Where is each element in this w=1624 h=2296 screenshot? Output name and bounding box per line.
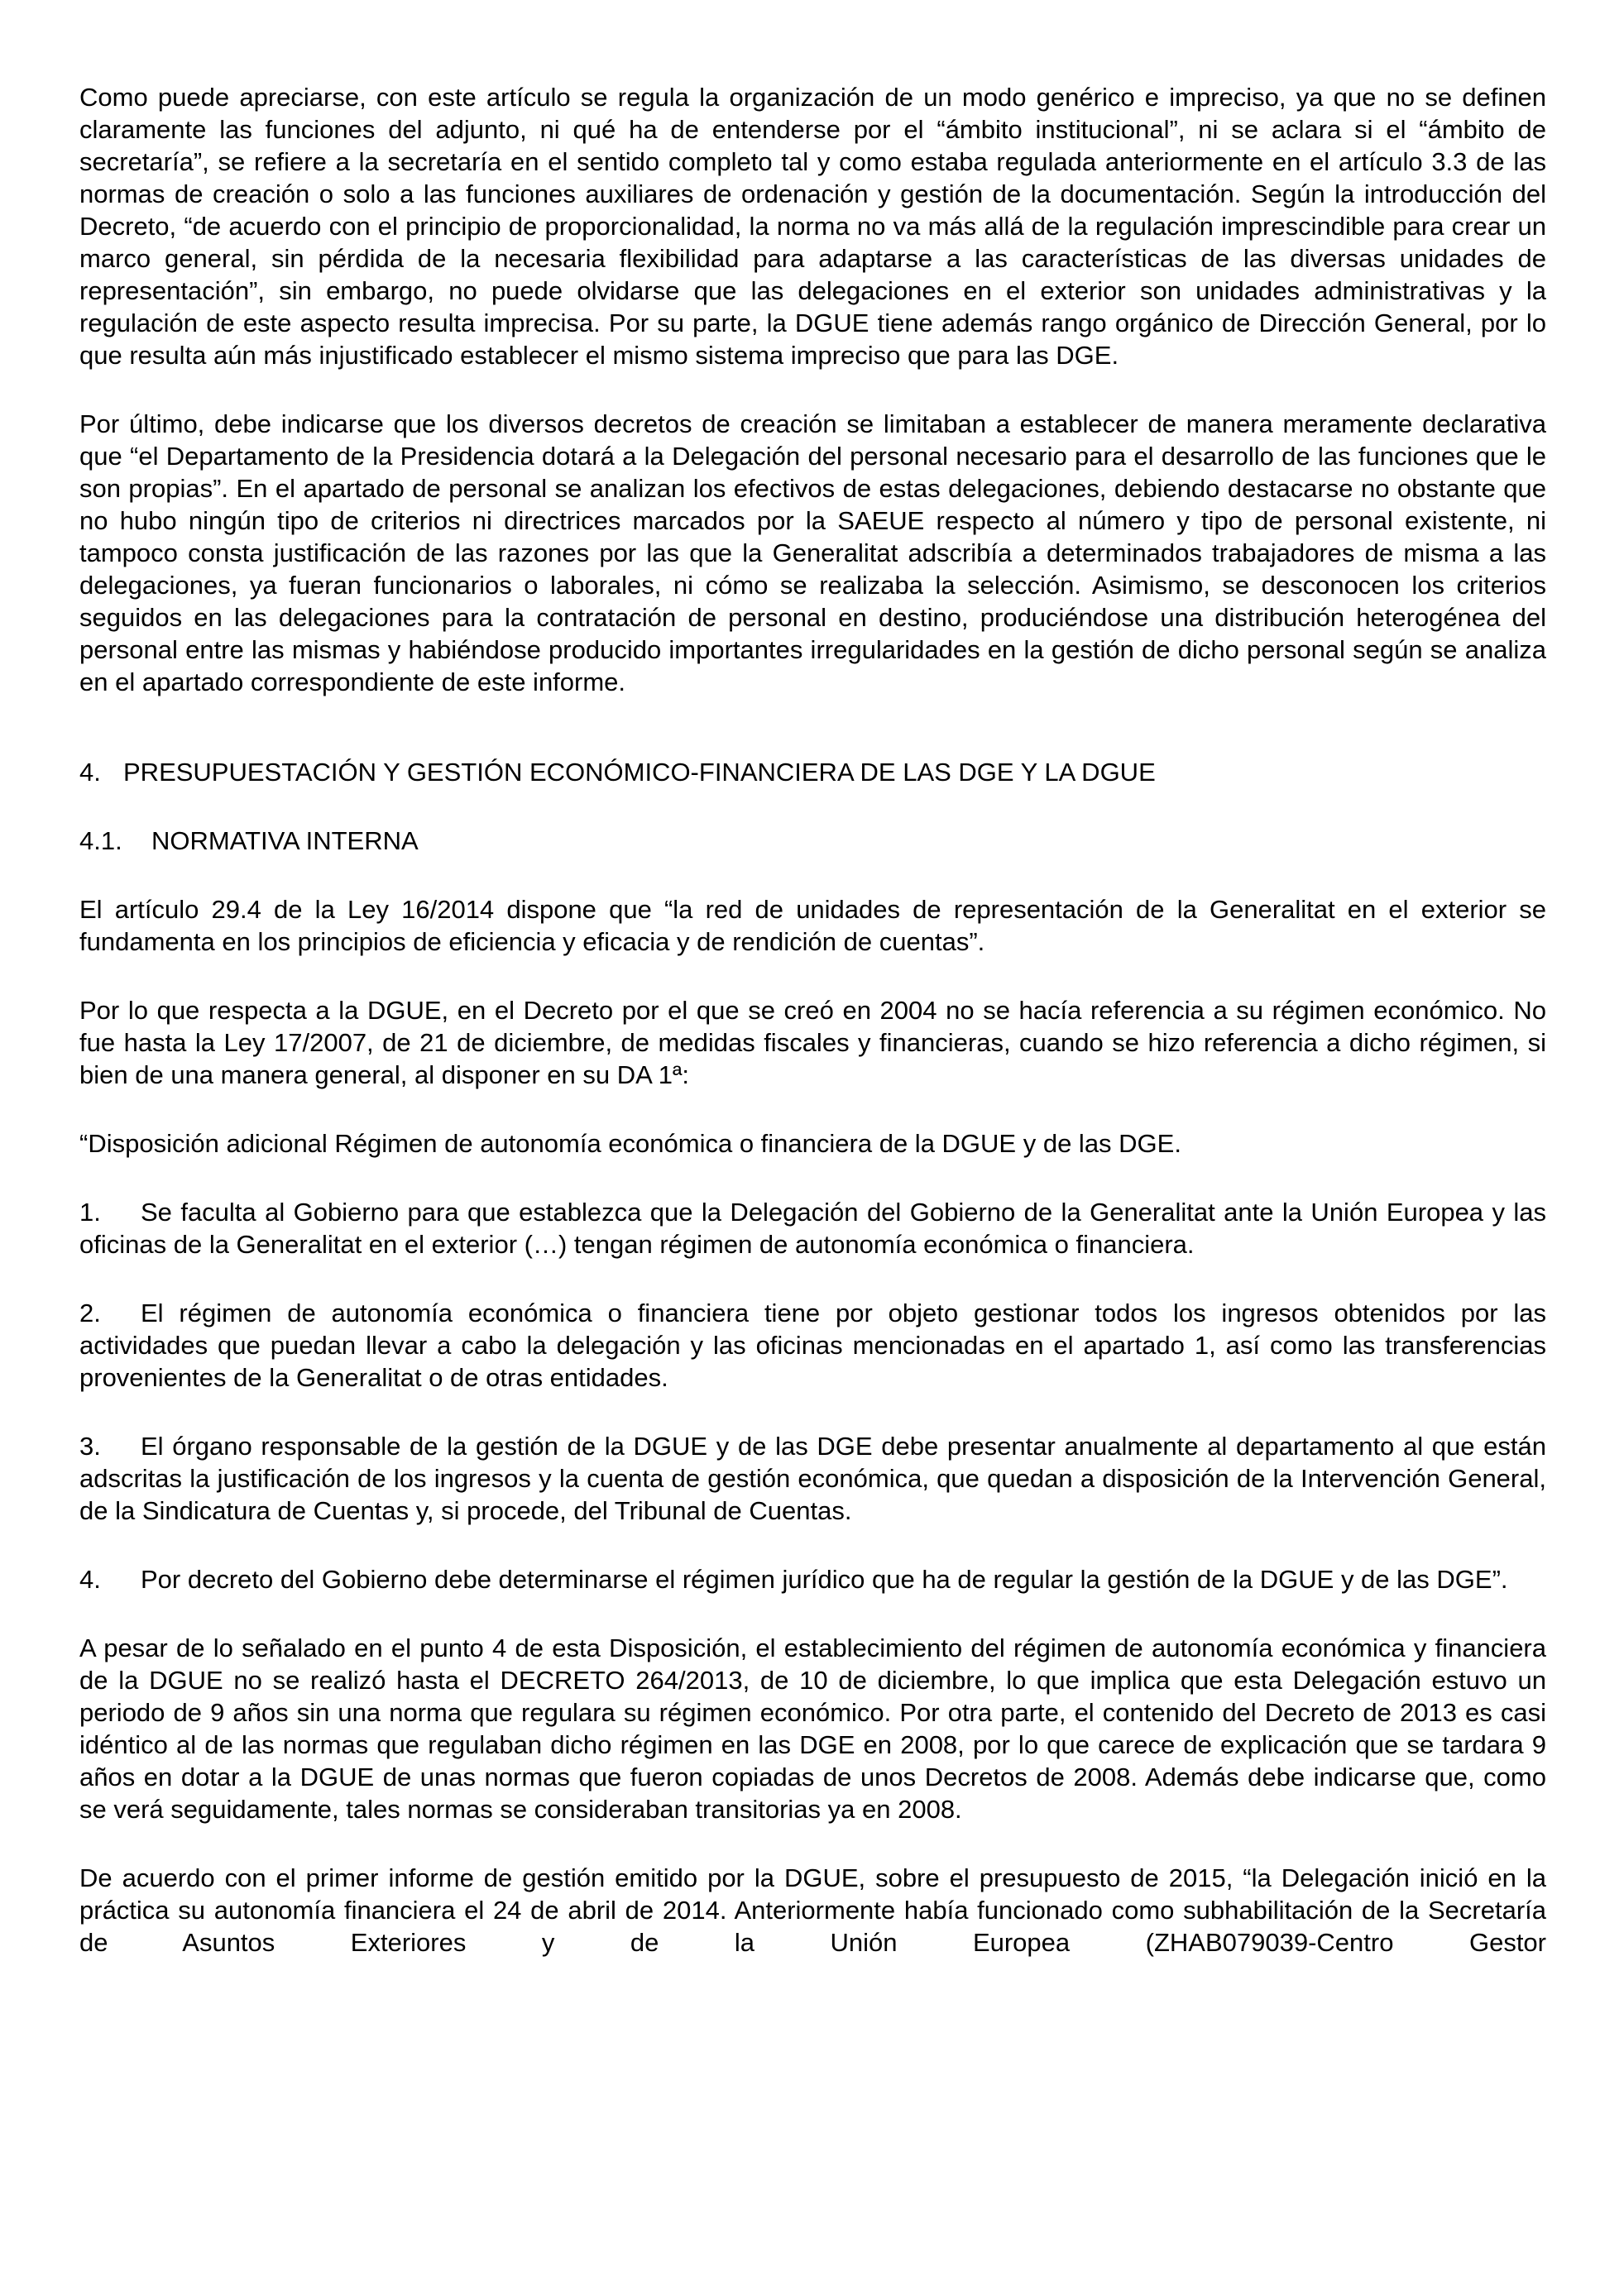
quote-da-heading: “Disposición adicional Régimen de autonomía económica o financiera de la DGUE y de las DGE. bbox=[79, 1129, 1181, 1158]
list-item-text: Por decreto del Gobierno debe determinarse el régimen jurídico que ha de regular la gestión de la DGUE y de las DGE”. bbox=[141, 1565, 1508, 1594]
list-item-number: 2. bbox=[79, 1299, 101, 1327]
section-heading-number: 4. bbox=[79, 758, 101, 787]
subsection-heading-title: NORMATIVA INTERNA bbox=[151, 826, 419, 855]
list-item-text: El régimen de autonomía económica o financiera tiene por objeto gestionar todos los ingresos obtenidos por las actividades que puedan llevar a cabo la delegación y las oficinas mencionadas en el apartado 1, así como las transferencias provenientes de la Generalitat o de otras entidades. bbox=[79, 1299, 1546, 1392]
paragraph-ley-16-2014: El artículo 29.4 de la Ley 16/2014 dispone que “la red de unidades de representación de la Generalitat en el exterior se fundamenta en los principios de eficiencia y eficacia y de rendición de cuentas”. bbox=[79, 895, 1546, 956]
list-item-number: 1. bbox=[79, 1198, 101, 1227]
list-item-number: 4. bbox=[79, 1565, 101, 1594]
list-item-text: Se faculta al Gobierno para que establezca que la Delegación del Gobierno de la Generalitat ante la Unión Europea y las oficinas de la Generalitat en el exterior (…) tengan régimen de autonomía económica o financiera. bbox=[79, 1198, 1546, 1259]
paragraph-decreto-264-2013: A pesar de lo señalado en el punto 4 de esta Disposición, el establecimiento del régimen de autonomía económica y financiera de la DGUE no se realizó hasta el DECRETO 264/2013, de 10 de diciembre, lo que implica que esta Delegación estuvo un periodo de 9 años sin una norma que regulara su régimen económico. Por otra parte, el contenido del Decreto de 2013 es casi idéntico al de las normas que regulaban dicho régimen en las DGE en 2008, por lo que carece de explicación que se tardara 9 años en dotar a la DGUE de unas normas que fueron copiadas de unos Decretos de 2008. Además debe indicarse que, como se verá seguidamente, tales normas se consideraban transitorias ya en 2008. bbox=[79, 1634, 1546, 1824]
list-item-da-1 bbox=[79, 1196, 1546, 1260]
list-item-da-3 bbox=[79, 1430, 1546, 1527]
section-heading bbox=[79, 756, 1546, 788]
list-item-da-2 bbox=[79, 1297, 1546, 1394]
subsection-heading bbox=[79, 825, 1546, 857]
paragraph-dgue-decreto-2004: Por lo que respecta a la DGUE, en el Decreto por el que se creó en 2004 no se hacía referencia a su régimen económico. No fue hasta la Ley 17/2007, de 21 de diciembre, de medidas fiscales y financieras, cuando se hizo referencia a dicho régimen, si bien de una manera general, al disponer en su DA 1ª: bbox=[79, 996, 1546, 1089]
paragraph-article-regulation: Como puede apreciarse, con este artículo se regula la organización de un modo genérico e impreciso, ya que no se definen claramente las funciones del adjunto, ni qué ha de entenderse por el “ámbito institucional”, ni se aclara si el “ámbito de secretaría”, se refiere a la secretaría en el sentido completo tal y como estaba regulada anteriormente en el artículo 3.3 de las normas de creación o solo a las funciones auxiliares de ordenación y gestión de la documentación. Según la introducción del Decreto, “de acuerdo con el principio de proporcionalidad, la norma no va más allá de la regulación imprescindible para crear un marco general, sin pérdida de la necesaria flexibilidad para adaptarse a las características de las diversas unidades de representación”, sin embargo, no puede olvidarse que las delegaciones en el exterior son unidades administrativas y la regulación de este aspecto resulta imprecisa. Por su parte, la DGUE tiene además rango orgánico de Dirección General, por lo que resulta aún más injustificado establecer el mismo sistema impreciso que para las DGE. bbox=[79, 83, 1546, 370]
subsection-heading-number: 4.1. bbox=[79, 826, 122, 855]
list-item-da-4 bbox=[79, 1563, 1546, 1595]
list-item-number: 3. bbox=[79, 1432, 101, 1461]
paragraph-personnel-decrees: Por último, debe indicarse que los diversos decretos de creación se limitaban a establecer de manera meramente declarativa que “el Departamento de la Presidencia dotará a la Delegación del personal necesario para el desarrollo de las funciones que le son propias”. En el apartado de personal se analizan los efectivos de estas delegaciones, debiendo destacarse no obstante que no hubo ningún tipo de criterios ni directrices marcados por la SAEUE respecto al número y tipo de personal existente, ni tampoco consta justificación de las razones por las que la Generalitat adscribía a determinados trabajadores de misma a las delegaciones, ya fueran funcionarios o laborales, ni cómo se realizaba la selección. Asimismo, se desconocen los criterios seguidos en las delegaciones para la contratación de personal en destino, produciéndose una distribución heterogénea del personal entre las mismas y habiéndose producido importantes irregularidades en la gestión de dicho personal según se analiza en el apartado correspondiente de este informe. bbox=[79, 409, 1546, 696]
list-item-text: El órgano responsable de la gestión de la DGUE y de las DGE debe presentar anualmente al departamento al que están adscritas la justificación de los ingresos y la cuenta de gestión económica, que quedan a disposición de la Intervención General, de la Sindicatura de Cuentas y, si procede, del Tribunal de Cuentas. bbox=[79, 1432, 1546, 1525]
paragraph-informe-gestion-2015: De acuerdo con el primer informe de gestión emitido por la DGUE, sobre el presupuesto de 2015, “la Delegación inició en la práctica su autonomía financiera el 24 de abril de 2014. Anteriormente había funcionado como subhabilitación de la Secretaría de Asuntos Exteriores y de la Unión Europea (ZHAB079039-Centro Gestor bbox=[79, 1863, 1546, 1957]
section-heading-title: PRESUPUESTACIÓN Y GESTIÓN ECONÓMICO-FINANCIERA DE LAS DGE Y LA DGUE bbox=[123, 758, 1156, 787]
